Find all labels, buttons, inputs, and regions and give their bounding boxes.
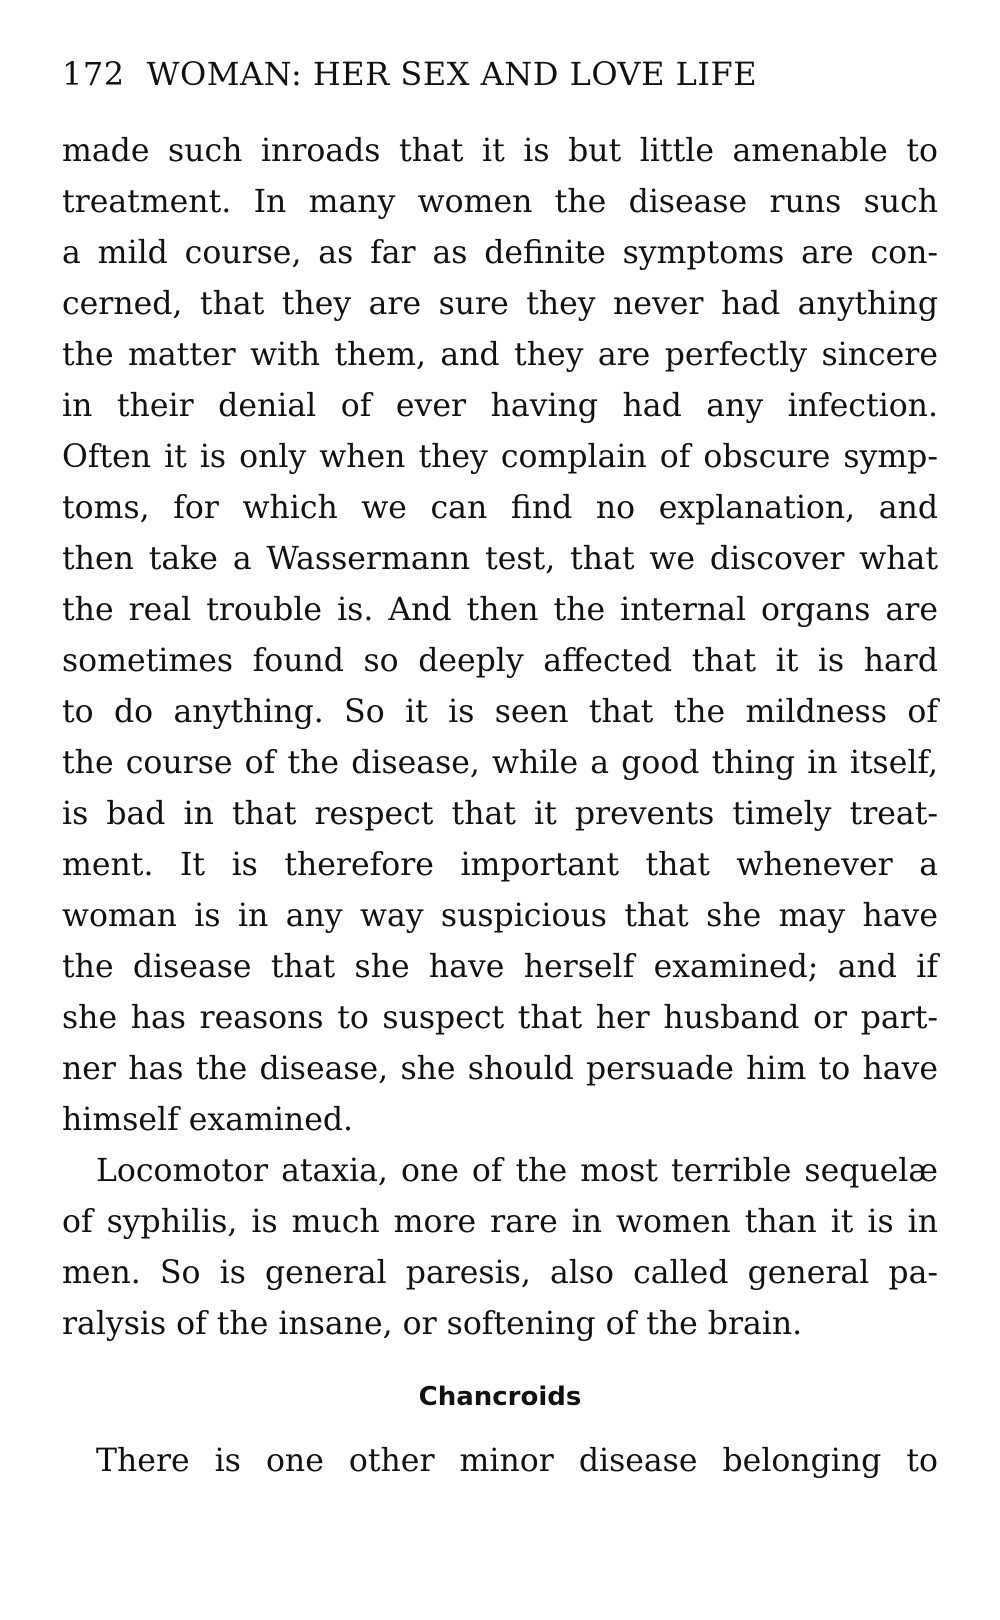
page-number: 172 — [62, 55, 125, 93]
text-line: of syphilis, is much more rare in women than it is in — [62, 1204, 938, 1240]
text-line: ner has the disease, she should persuade him to have — [62, 1051, 938, 1087]
text-line: the real trouble is. And then the internal organs are — [62, 592, 938, 628]
text-line: made such inroads that it is but little amenable to — [62, 133, 938, 169]
text-line: the matter with them, and they are perfectly sincere — [62, 337, 938, 373]
text-line: Often it is only when they complain of obscure symp- — [62, 439, 938, 475]
text-line: then take a Wassermann test, that we discover what — [62, 541, 938, 577]
text-line: ment. It is therefore important that whenever a — [62, 847, 938, 883]
running-title: WOMAN: HER SEX AND LOVE LIFE — [146, 55, 758, 93]
text-line: the disease that she have herself examined; and if — [62, 949, 938, 985]
text-line: is bad in that respect that it prevents timely treat- — [62, 796, 938, 832]
text-line: the course of the disease, while a good thing in itself, — [62, 745, 938, 781]
text-line: toms, for which we can find no explanation, and — [62, 490, 938, 526]
text-line: There is one other minor disease belonging to — [96, 1443, 938, 1479]
text-line: men. So is general paresis, also called general pa- — [62, 1255, 938, 1291]
text-line: woman is in any way suspicious that she may have — [62, 898, 938, 934]
paragraph-1 — [62, 126, 938, 1146]
text-line: to do anything. So it is seen that the mildness of — [62, 694, 938, 730]
text-line: Locomotor ataxia, one of the most terrible sequelæ — [96, 1153, 938, 1189]
paragraph-3 — [62, 1436, 938, 1487]
text-line: cerned, that they are sure they never had anything — [62, 286, 938, 322]
text-line: himself examined. — [62, 1102, 354, 1138]
text-line: treatment. In many women the disease runs such — [62, 184, 938, 220]
section-heading: Chancroids — [418, 1382, 582, 1412]
text-line: ralysis of the insane, or softening of the brain. — [62, 1306, 803, 1342]
running-head — [62, 48, 892, 100]
text-line: in their denial of ever having had any infection. — [62, 388, 938, 424]
text-line: a mild course, as far as definite symptoms are con- — [62, 235, 938, 271]
paragraph-2 — [62, 1146, 938, 1350]
body-text — [62, 126, 938, 1350]
text-line: sometimes found so deeply affected that it is hard — [62, 643, 938, 679]
text-line: she has reasons to suspect that her husband or part- — [62, 1000, 938, 1036]
